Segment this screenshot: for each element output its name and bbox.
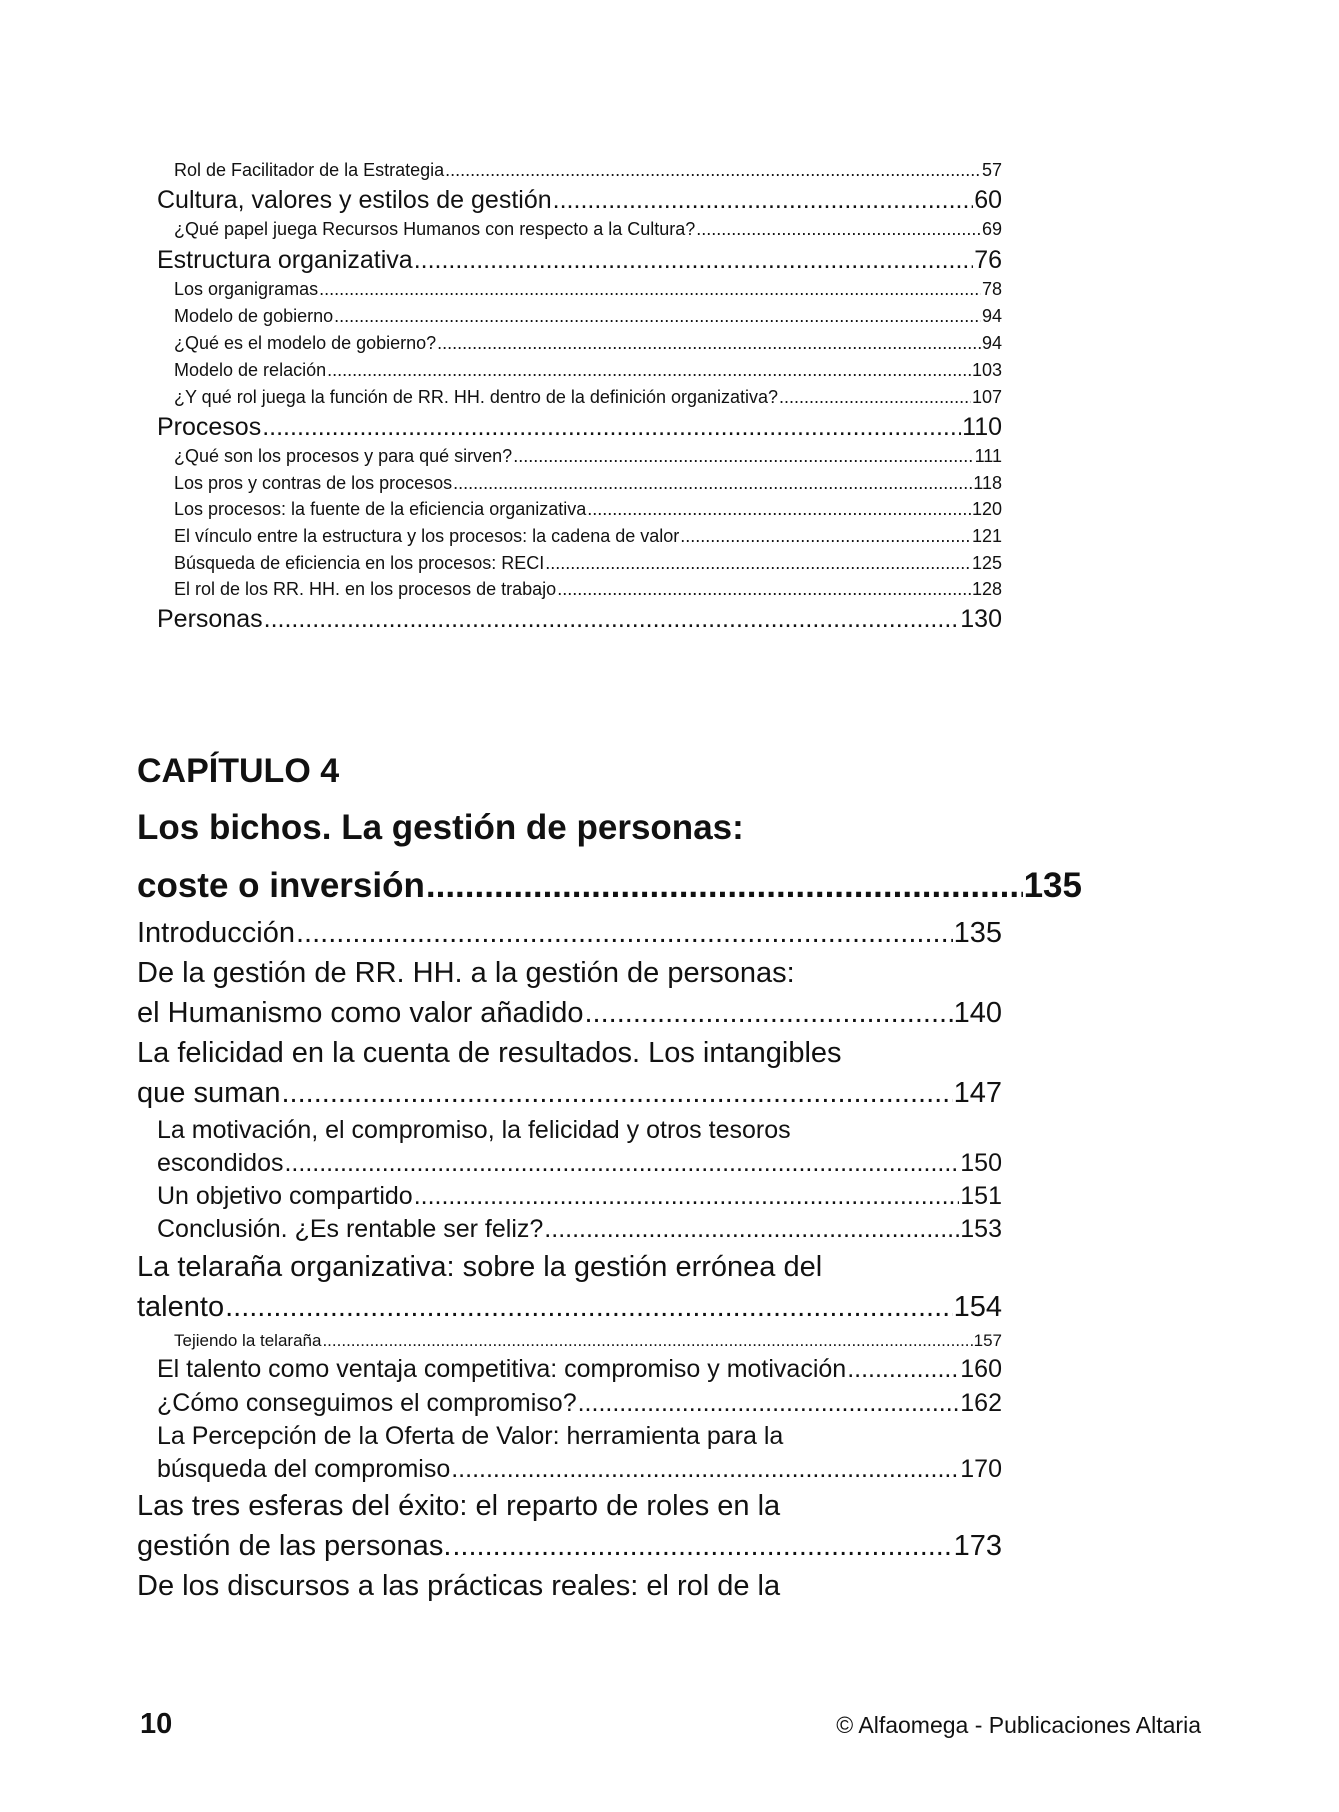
toc-entry-page: 78 xyxy=(981,279,1002,299)
toc-leader-dots xyxy=(445,160,981,181)
toc-entry-page: 111 xyxy=(974,446,1002,466)
toc-leader-dots xyxy=(779,387,971,408)
toc-leader-dots xyxy=(284,1149,959,1178)
toc-leader-dots xyxy=(544,1215,959,1244)
toc-entry xyxy=(174,526,1002,547)
toc-entry-continued-text: De la gestión de RR. HH. a la gestión de personas: xyxy=(137,957,795,989)
toc-entry-label: escondidos xyxy=(157,1149,284,1177)
toc-leader-dots xyxy=(264,605,960,634)
toc-leader-dots xyxy=(225,1291,953,1324)
toc-entry xyxy=(137,1530,1002,1563)
toc-entry-label: talento xyxy=(137,1291,225,1323)
toc-leader-dots xyxy=(578,1389,960,1418)
toc-entry-label: búsqueda del compromiso xyxy=(157,1455,451,1483)
chapter-title-line2: coste o inversión xyxy=(137,866,425,905)
toc-leader-dots xyxy=(696,219,981,240)
toc-entry xyxy=(174,306,1002,327)
toc-entry-page: 94 xyxy=(981,306,1002,326)
toc-entry-label: ¿Qué papel juega Recursos Humanos con respecto a la Cultura? xyxy=(174,219,696,239)
toc-entry xyxy=(157,1215,1002,1244)
chapter-title-line1: Los bichos. La gestión de personas: xyxy=(137,808,744,847)
toc-entry-page: 162 xyxy=(960,1389,1002,1417)
toc-leader-dots xyxy=(426,866,1023,906)
toc-entry-page: 147 xyxy=(953,1077,1002,1109)
toc-entry-continued-text: La felicidad en la cuenta de resultados. Los intangibles xyxy=(137,1037,842,1069)
toc-entry-label: Conclusión. ¿Es rentable ser feliz? xyxy=(157,1215,544,1243)
toc-leader-dots xyxy=(453,473,972,494)
toc-trailing-line: De los discursos a las prácticas reales: el rol de la xyxy=(137,1570,781,1602)
toc-leader-dots xyxy=(553,186,974,215)
toc-entry-page: 128 xyxy=(971,579,1002,599)
toc-leader-dots xyxy=(437,333,981,354)
toc-entry xyxy=(174,360,1002,381)
toc-entry xyxy=(174,1331,1002,1351)
toc-entry-label: Rol de Facilitador de la Estrategia xyxy=(174,160,445,180)
toc-entry-page: 160 xyxy=(960,1355,1002,1383)
toc-entry-label: que suman xyxy=(137,1077,281,1109)
toc-entry xyxy=(137,917,1002,950)
toc-entry-page: 157 xyxy=(973,1331,1002,1350)
toc-leader-dots xyxy=(587,499,971,520)
toc-entry-continued-text: Las tres esferas del éxito: el reparto de roles en la xyxy=(137,1490,781,1522)
toc-entry xyxy=(174,219,1002,240)
toc-entry-label: Los pros y contras de los procesos xyxy=(174,473,453,493)
toc-leader-dots xyxy=(414,246,974,275)
toc-leader-dots xyxy=(414,1182,960,1211)
toc-entry xyxy=(174,279,1002,300)
toc-entry xyxy=(137,1291,1002,1324)
toc-entry-label: El vínculo entre la estructura y los procesos: la cadena de valor xyxy=(174,526,680,546)
copyright-notice: © Alfaomega - Publicaciones Altaria xyxy=(836,1712,1201,1738)
toc-leader-dots xyxy=(262,413,961,442)
toc-entry xyxy=(157,1455,1002,1484)
toc-entry xyxy=(174,387,1002,408)
toc-leader-dots xyxy=(513,446,973,467)
toc-entry-label: El rol de los RR. HH. en los procesos de trabajo xyxy=(174,579,557,599)
toc-entry-page: 110 xyxy=(962,413,1002,441)
toc-entry xyxy=(157,605,1002,634)
toc-entry xyxy=(157,1182,1002,1211)
toc-entry xyxy=(174,553,1002,574)
toc-entry xyxy=(174,446,1002,467)
toc-leader-dots xyxy=(327,360,971,381)
toc-entry-label: Un objetivo compartido xyxy=(157,1182,413,1210)
toc-entry xyxy=(174,473,1002,494)
toc-entry-label: Introducción xyxy=(137,917,295,949)
toc-entry-label: ¿Cómo conseguimos el compromiso? xyxy=(157,1389,577,1417)
toc-entry xyxy=(157,1389,1002,1418)
toc-entry xyxy=(174,160,1002,181)
toc-entry-page: 130 xyxy=(960,605,1002,633)
toc-entry-label: Búsqueda de eficiencia en los procesos: RECI xyxy=(174,553,545,573)
toc-entry-page: 76 xyxy=(974,246,1002,274)
toc-entry-label: Los procesos: la fuente de la eficiencia organizativa xyxy=(174,499,587,519)
toc-entry-page: 170 xyxy=(960,1455,1002,1483)
toc-entry-page: 150 xyxy=(960,1149,1002,1177)
toc-leader-dots xyxy=(319,279,981,300)
toc-entry xyxy=(174,499,1002,520)
toc-entry-page: 135 xyxy=(953,917,1002,949)
toc-entry-label: el Humanismo como valor añadido xyxy=(137,997,584,1029)
toc-entry-page: 173 xyxy=(953,1530,1002,1562)
toc-entry xyxy=(157,1149,1002,1178)
toc-entry-continued-text: La telaraña organizativa: sobre la gestión errónea del xyxy=(137,1251,823,1283)
toc-entry-page: 57 xyxy=(981,160,1002,180)
toc-entry xyxy=(137,1077,1002,1110)
toc-entry-page: 69 xyxy=(981,219,1002,239)
chapter-title-entry xyxy=(137,866,1082,906)
toc-entry-page: 121 xyxy=(971,526,1002,546)
toc-entry-page: 107 xyxy=(971,387,1002,407)
toc-entry xyxy=(137,997,1002,1030)
toc-entry-page: 153 xyxy=(960,1215,1002,1243)
toc-leader-dots xyxy=(334,306,981,327)
toc-entry-label: Procesos xyxy=(157,413,262,441)
toc-entry-page: 125 xyxy=(971,553,1002,573)
toc-entry-page: 151 xyxy=(960,1182,1002,1210)
toc-leader-dots xyxy=(322,1331,972,1351)
toc-leader-dots xyxy=(545,553,971,574)
toc-entry-label: Tejiendo la telaraña xyxy=(174,1331,322,1350)
toc-entry xyxy=(157,246,1002,275)
toc-leader-dots xyxy=(847,1355,959,1384)
toc-entry-label: Cultura, valores y estilos de gestión xyxy=(157,186,552,214)
toc-entry-label: Los organigramas xyxy=(174,279,319,299)
toc-leader-dots xyxy=(680,526,971,547)
toc-entry-continued-text: La motivación, el compromiso, la felicidad y otros tesoros xyxy=(157,1116,791,1144)
toc-entry xyxy=(174,333,1002,354)
toc-entry-page: 94 xyxy=(981,333,1002,353)
toc-entry-page: 60 xyxy=(974,186,1002,214)
page-number: 10 xyxy=(140,1708,173,1740)
toc-entry-page: 154 xyxy=(953,1291,1002,1323)
toc-entry-page: 120 xyxy=(971,499,1002,519)
toc-entry-continued-text: La Percepción de la Oferta de Valor: herramienta para la xyxy=(157,1422,784,1450)
toc-entry-label: gestión de las personas. xyxy=(137,1530,452,1562)
toc-entry xyxy=(174,579,1002,600)
toc-entry-page: 118 xyxy=(973,473,1002,493)
toc-entry-label: Modelo de gobierno xyxy=(174,306,334,326)
toc-entry-label: ¿Qué es el modelo de gobierno? xyxy=(174,333,437,353)
toc-leader-dots xyxy=(557,579,971,600)
chapter-number: CAPÍTULO 4 xyxy=(137,752,340,790)
toc-leader-dots xyxy=(451,1455,959,1484)
toc-entry-label: Estructura organizativa xyxy=(157,246,413,274)
toc-entry-page: 140 xyxy=(953,997,1002,1029)
toc-entry-label: ¿Qué son los procesos y para qué sirven? xyxy=(174,446,513,466)
chapter-title-page: 135 xyxy=(1023,866,1082,905)
toc-entry-label: Personas xyxy=(157,605,263,633)
toc-entry-label: El talento como ventaja competitiva: compromiso y motivación xyxy=(157,1355,847,1383)
toc-leader-dots xyxy=(282,1077,953,1110)
toc-leader-dots xyxy=(585,997,953,1030)
toc-entry-page: 103 xyxy=(971,360,1002,380)
toc-entry xyxy=(157,186,1002,215)
toc-entry-label: Modelo de relación xyxy=(174,360,327,380)
toc-entry-label: ¿Y qué rol juega la función de RR. HH. dentro de la definición organizativa? xyxy=(174,387,779,407)
toc-leader-dots xyxy=(296,917,953,950)
toc-entry xyxy=(157,1355,1002,1384)
toc-leader-dots xyxy=(452,1530,952,1563)
toc-entry xyxy=(157,413,1002,442)
